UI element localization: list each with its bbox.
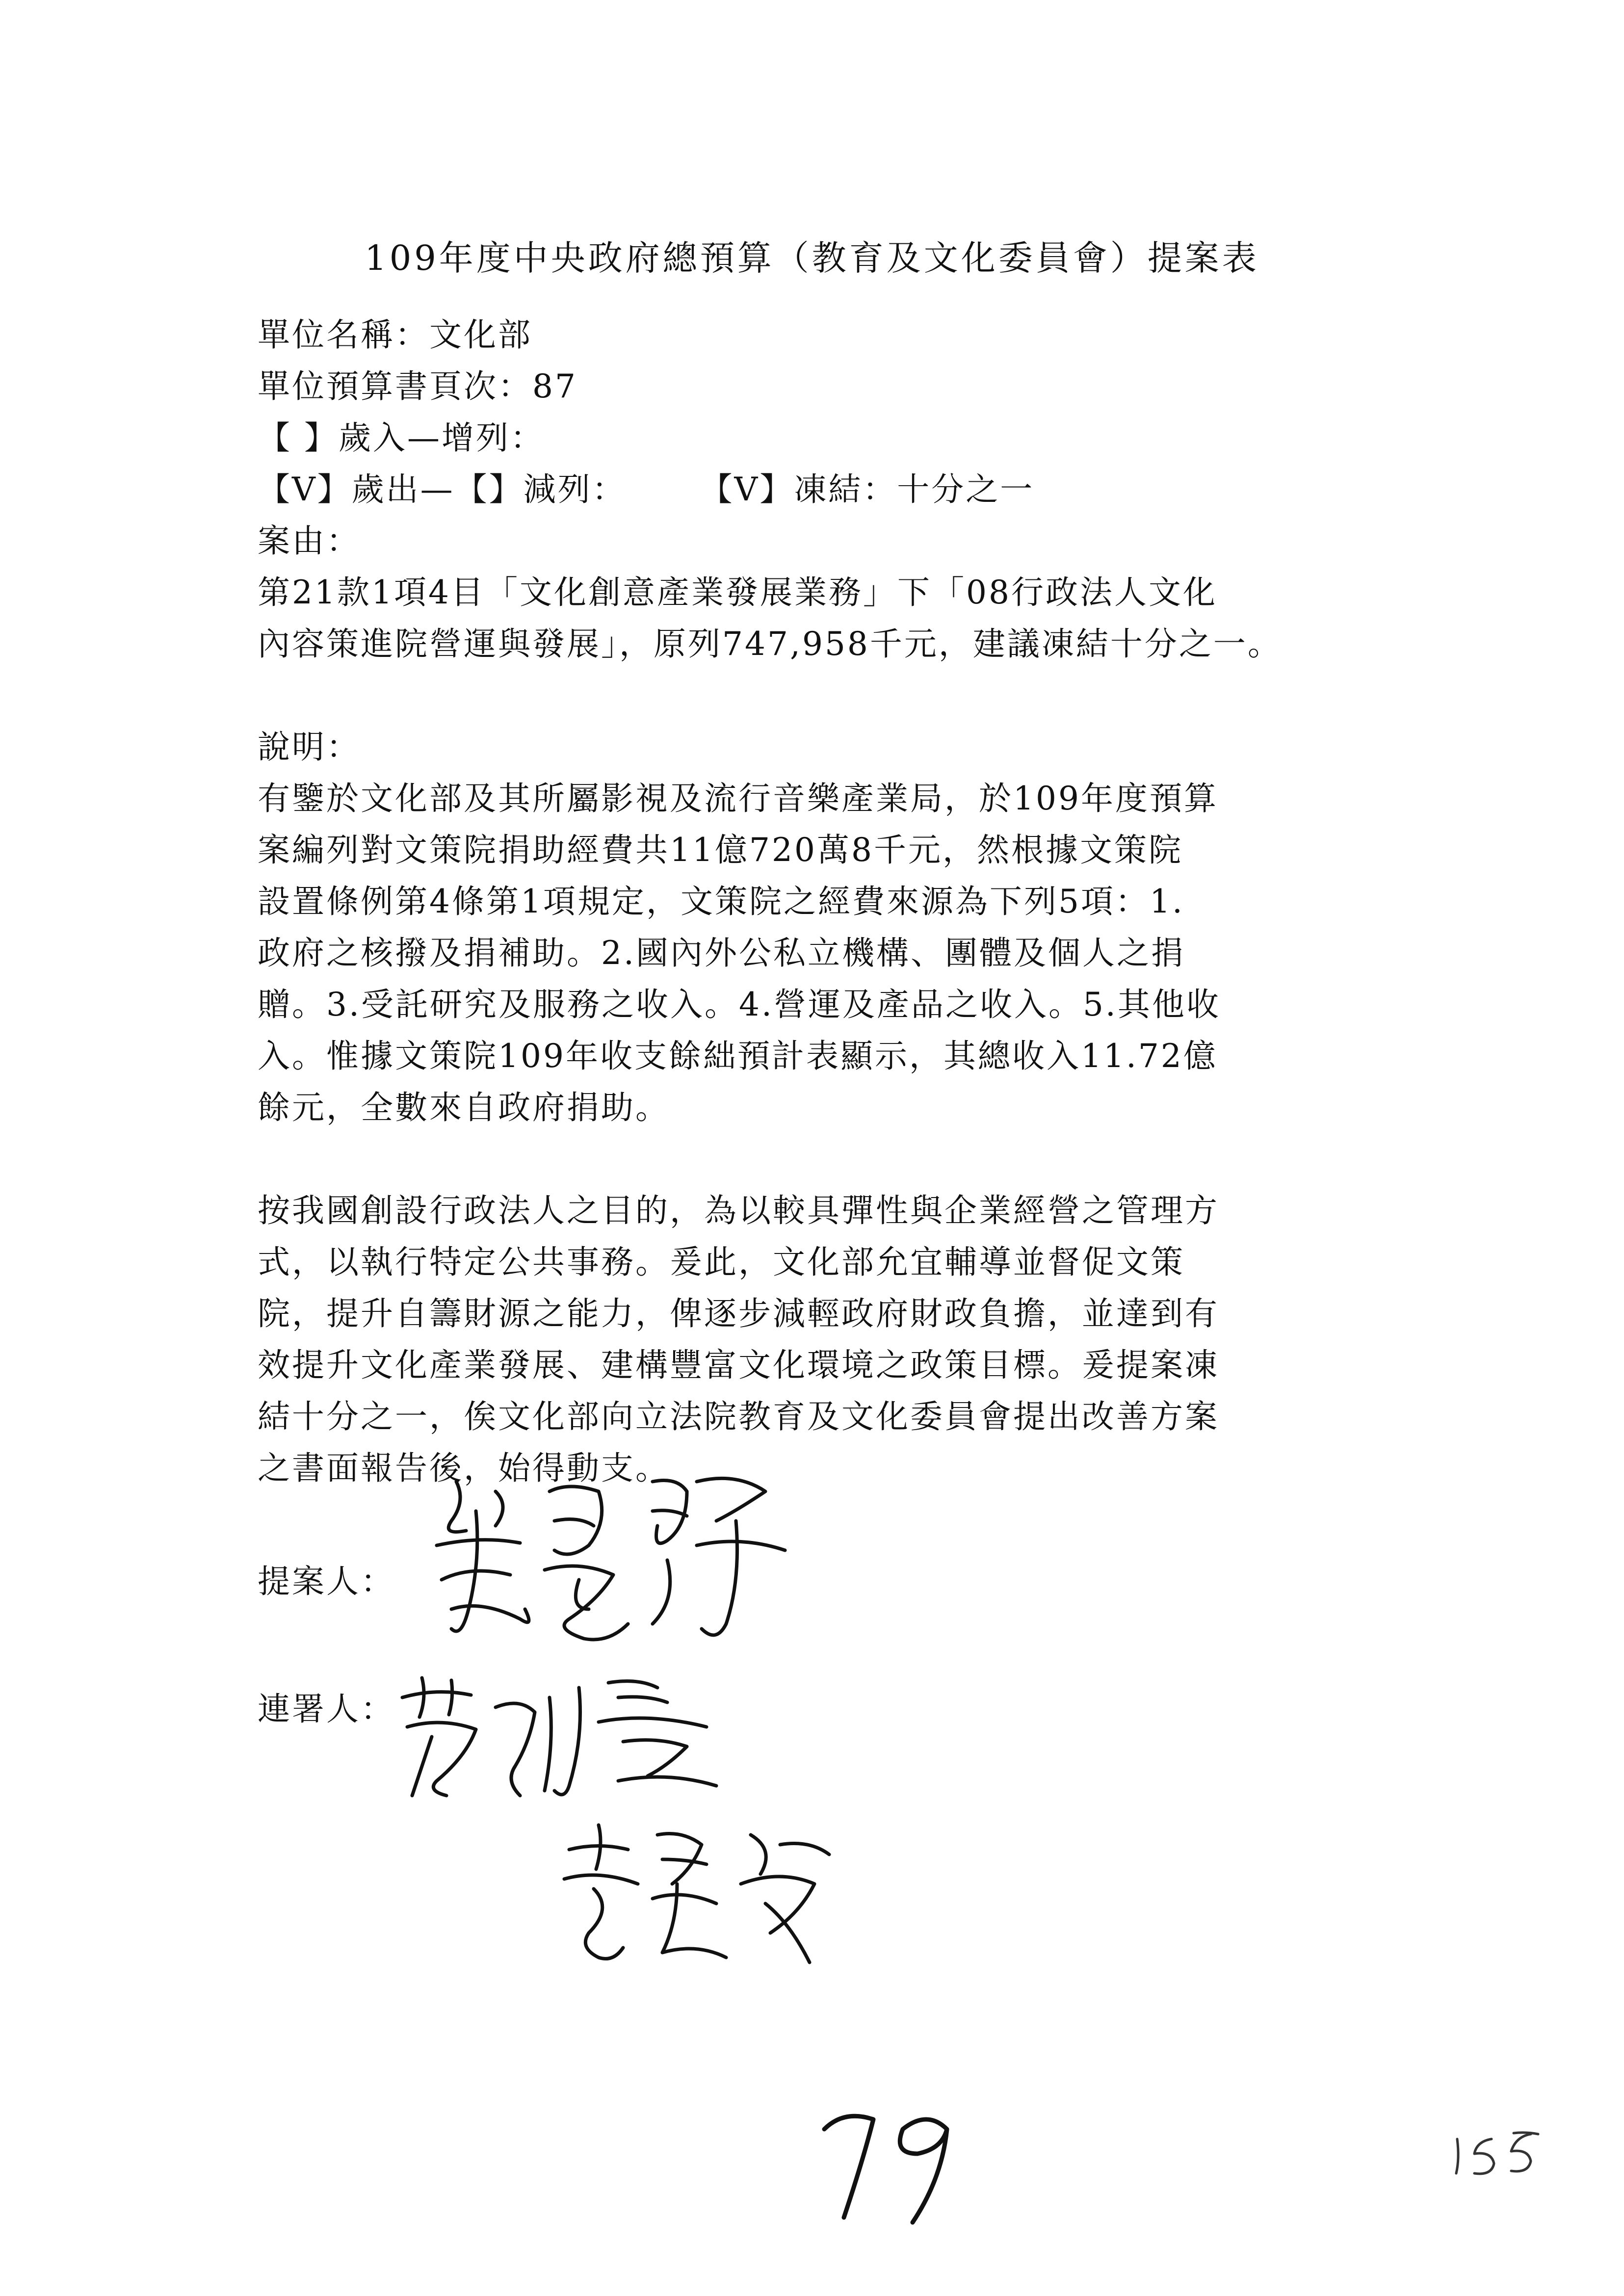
case-label: 案由：: [258, 522, 361, 560]
explanation-line: 式，以執行特定公共事務。爰此，文化部允宜輔導並督促文策: [258, 1243, 1185, 1281]
expense-reduce-label: 【V】歲出—【】減列：: [258, 470, 627, 508]
freeze-label: 【V】凍結：十分之一: [700, 470, 1035, 508]
proposer-label: 提案人：: [258, 1563, 395, 1600]
explanation-line: 入。惟據文策院109年收支餘絀預計表顯示，其總收入11.72億: [258, 1037, 1218, 1075]
explanation-line: 案編列對文策院捐助經費共11億720萬8千元，然根據文策院: [258, 831, 1183, 869]
budget-page-ref: 單位預算書頁次：87: [258, 367, 577, 405]
revenue-increase-row: 【 】歲入—增列：: [258, 419, 545, 457]
explanation-line: 按我國創設行政法人之目的，為以較具彈性與企業經營之管理方: [258, 1192, 1219, 1229]
explanation-line: 效提升文化產業發展、建構豐富文化環境之政策目標。爰提案凍: [258, 1346, 1219, 1384]
explanation-label: 說明：: [258, 728, 361, 766]
explanation-line: 院，提升自籌財源之能力，俾逐步減輕政府財政負擔，並達到有: [258, 1295, 1219, 1332]
cosigner-label: 連署人：: [258, 1690, 395, 1728]
cosigner-signature-2: [554, 1815, 849, 1977]
explanation-line: 餘元，全數來自政府捐助。: [258, 1089, 670, 1126]
corner-page-number: [1447, 2124, 1545, 2183]
explanation-line: 結十分之一，俟文化部向立法院教育及文化委員會提出改善方案: [258, 1398, 1219, 1435]
case-line: 內容策進院營運與發展」，原列747,958千元，建議凍結十分之一。: [258, 625, 1282, 663]
cosigner-signature-1: [393, 1668, 736, 1815]
expense-row: [258, 464, 1386, 515]
unit-name: 單位名稱：文化部: [258, 316, 532, 354]
explanation-line: 有鑒於文化部及其所屬影視及流行音樂產業局，於109年度預算: [258, 780, 1218, 817]
explanation-line: 贈。3.受託研究及服務之收入。4.營運及產品之收入。5.其他收: [258, 986, 1221, 1023]
handwritten-page-number: [814, 2100, 971, 2227]
proposer-signature: [422, 1462, 824, 1668]
explanation-line: 之書面報告後，始得動支。: [258, 1449, 670, 1487]
case-line: 第21款1項4目「文化創意產業發展業務」下「08行政法人文化: [258, 574, 1217, 611]
form-body: [258, 309, 1386, 1494]
page-title: 109年度中央政府總預算（教育及文化委員會）提案表: [365, 238, 1259, 278]
explanation-line: 政府之核撥及捐補助。2.國內外公私立機構、團體及個人之捐: [258, 934, 1185, 972]
explanation-line: 設置條例第4條第1項規定，文策院之經費來源為下列5項：1.: [258, 883, 1184, 920]
